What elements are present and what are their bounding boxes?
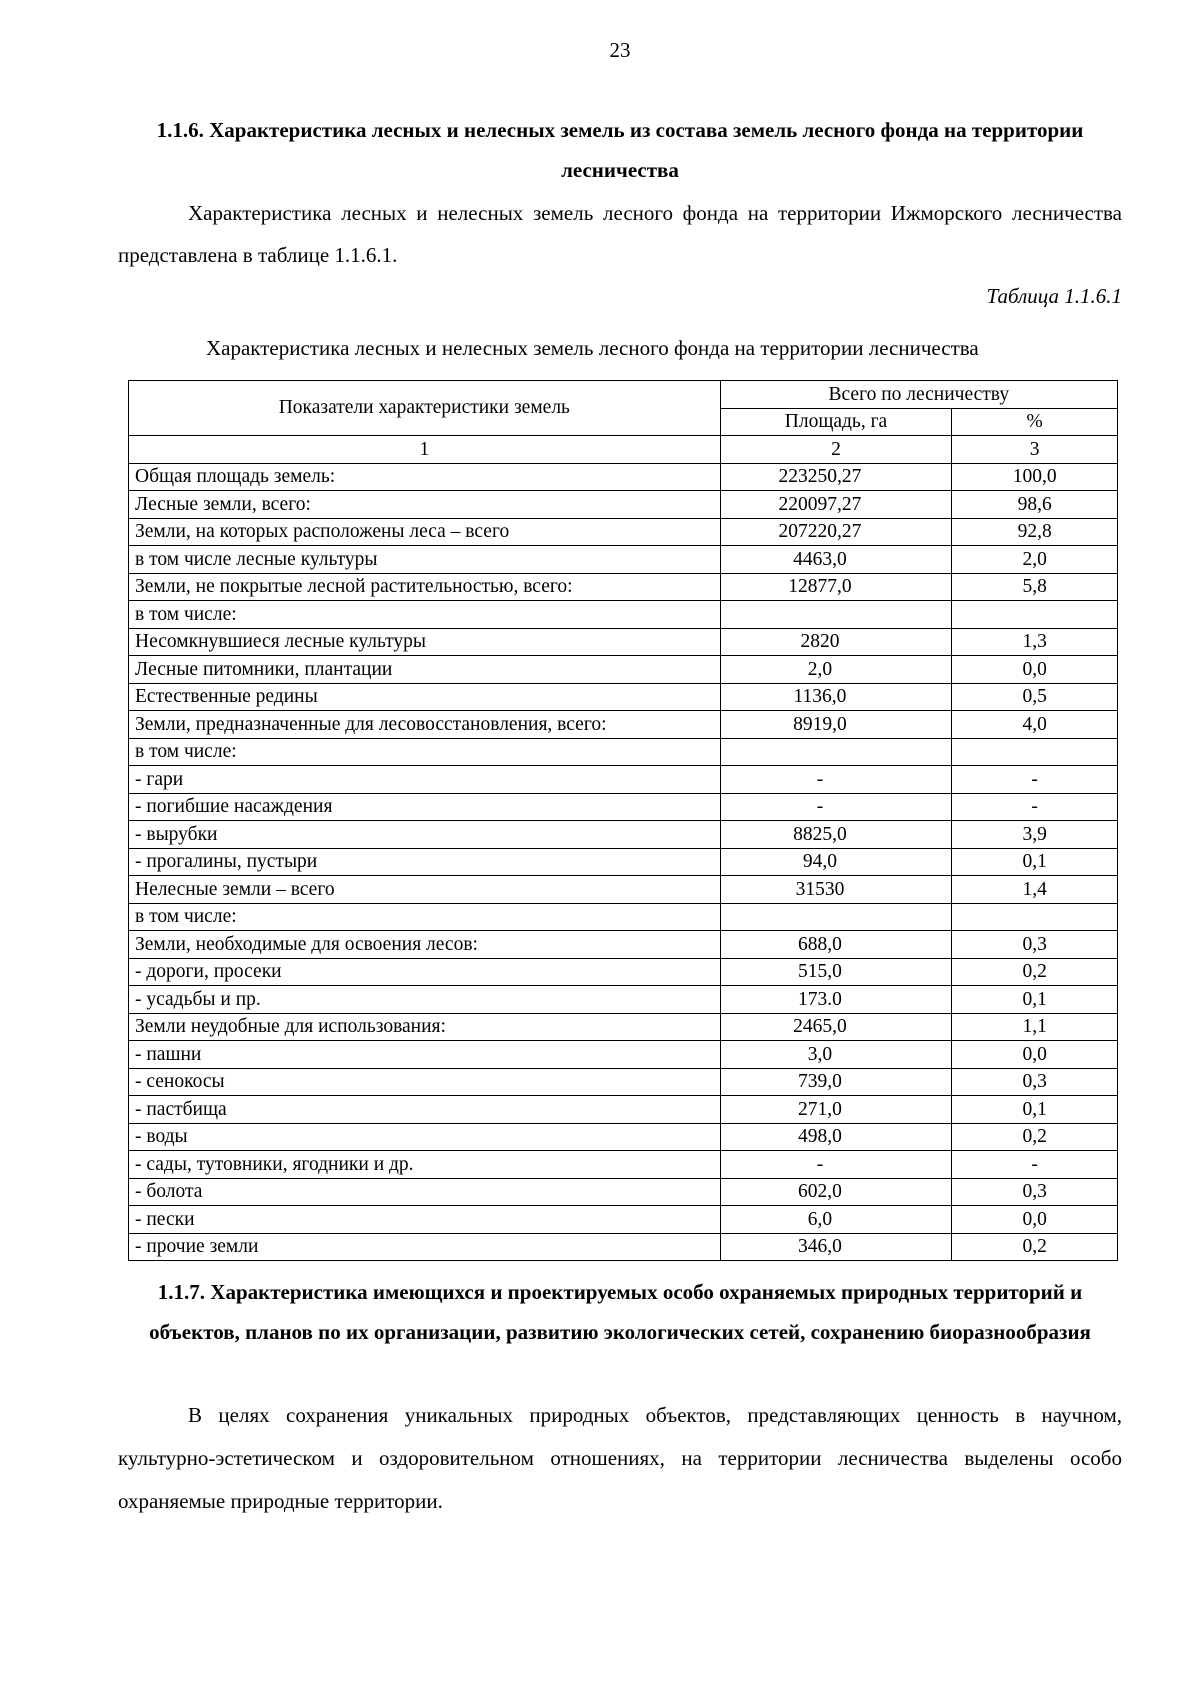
table-row [129,1123,1118,1151]
row-label: - усадьбы и пр. [129,986,721,1014]
col-number: 3 [952,436,1118,464]
table-row [129,876,1118,904]
row-label: - болота [129,1178,721,1206]
table-row [129,628,1118,656]
row-area: 688,0 [720,931,952,959]
col-number: 2 [720,436,952,464]
row-percent: 1,1 [952,1013,1118,1041]
row-area: 8825,0 [720,821,952,849]
table-row [129,683,1118,711]
row-label: - сенокосы [129,1068,721,1096]
row-percent: 100,0 [952,463,1118,491]
row-percent: 2,0 [952,546,1118,574]
row-percent: 0,0 [952,656,1118,684]
row-label: - пески [129,1206,721,1234]
row-label: Земли, не покрытые лесной растительностью, всего: [129,573,721,601]
header-area: Площадь, га [720,408,952,436]
row-label: Несомкнувшиеся лесные культуры [129,628,721,656]
row-area: 31530 [720,876,952,904]
row-area: 2,0 [720,656,952,684]
row-area: 223250,27 [720,463,952,491]
row-label: в том числе: [129,738,721,766]
row-area: - [720,1151,952,1179]
row-percent: 5,8 [952,573,1118,601]
row-percent [952,738,1118,766]
row-label: - пастбища [129,1096,721,1124]
table-label: Таблица 1.1.6.1 [986,284,1122,308]
row-percent: 0,2 [952,958,1118,986]
table-row [129,546,1118,574]
row-percent: 0,3 [952,1068,1118,1096]
column-number-row [129,436,1118,464]
row-area: 346,0 [720,1233,952,1261]
row-percent: 0,1 [952,986,1118,1014]
section-heading-1-1-6: 1.1.6. Характеристика лесных и нелесных земель из состава земель лесного фонда на территории лесничества [156,118,1084,182]
land-characteristics-table [128,380,1118,1261]
row-area: 8919,0 [720,711,952,739]
table-row [129,656,1118,684]
table-row [129,738,1118,766]
row-percent: 98,6 [952,491,1118,519]
row-area: 271,0 [720,1096,952,1124]
row-label: - гари [129,766,721,794]
table-row [129,1096,1118,1124]
table-row [129,931,1118,959]
row-label: Земли, на которых расположены леса – всего [129,518,721,546]
row-area: 2820 [720,628,952,656]
row-percent: 3,9 [952,821,1118,849]
row-percent: - [952,793,1118,821]
row-label: - сады, тутовники, ягодники и др. [129,1151,721,1179]
row-percent: 0,2 [952,1233,1118,1261]
table-row [129,1233,1118,1261]
section-paragraph-1-1-6: Характеристика лесных и нелесных земель лесного фонда на территории Ижморского лесничества представлена в таблице 1.1.6.1. [118,201,1122,267]
table-row [129,1068,1118,1096]
row-percent: 0,2 [952,1123,1118,1151]
row-label: - вырубки [129,821,721,849]
row-area: 739,0 [720,1068,952,1096]
table-row [129,1178,1118,1206]
row-area: 6,0 [720,1206,952,1234]
row-label: в том числе: [129,601,721,629]
row-percent: 0,0 [952,1041,1118,1069]
row-area: 94,0 [720,848,952,876]
row-percent: 0,1 [952,1096,1118,1124]
row-percent: 4,0 [952,711,1118,739]
row-percent: 92,8 [952,518,1118,546]
row-area: 602,0 [720,1178,952,1206]
table-row [129,573,1118,601]
table-row [129,601,1118,629]
section-paragraph-1-1-7: В целях сохранения уникальных природных объектов, представляющих ценность в научном, культурно-эстетическом и оздоровительном отношениях, на территории лесничества выделены особо охраняемые природные территории. [118,1403,1122,1513]
header-indicator: Показатели характеристики земель [129,381,721,436]
row-area [720,738,952,766]
row-percent: 0,3 [952,931,1118,959]
table-row [129,491,1118,519]
row-area: 1136,0 [720,683,952,711]
row-area: 12877,0 [720,573,952,601]
section-heading-1-1-7: 1.1.7. Характеристика имеющихся и проектируемых особо охраняемых природных территорий и объектов, планов по их организации, развитию экологических сетей, сохранению биоразнообразия [149,1280,1091,1344]
table-row [129,958,1118,986]
row-area: - [720,793,952,821]
row-label: Общая площадь земель: [129,463,721,491]
row-label: - прочие земли [129,1233,721,1261]
row-label: в том числе: [129,903,721,931]
row-area: 220097,27 [720,491,952,519]
row-percent: 1,3 [952,628,1118,656]
row-label: - погибшие насаждения [129,793,721,821]
table-caption: Характеристика лесных и нелесных земель лесного фонда на территории лесничества [206,336,979,360]
table-row [129,986,1118,1014]
row-label: - пашни [129,1041,721,1069]
row-percent [952,903,1118,931]
table-row [129,1151,1118,1179]
row-area: 515,0 [720,958,952,986]
row-percent: 1,4 [952,876,1118,904]
row-label: Лесные земли, всего: [129,491,721,519]
row-percent: - [952,766,1118,794]
row-percent: 0,0 [952,1206,1118,1234]
table-row [129,711,1118,739]
row-area: 498,0 [720,1123,952,1151]
row-label: Земли, необходимые для освоения лесов: [129,931,721,959]
header-percent: % [952,408,1118,436]
table-header-row [129,381,1118,409]
row-label: Естественные редины [129,683,721,711]
row-label: Нелесные земли – всего [129,876,721,904]
table-row [129,848,1118,876]
row-label: Земли, предназначенные для лесовосстановления, всего: [129,711,721,739]
row-percent [952,601,1118,629]
row-area: 207220,27 [720,518,952,546]
row-area: 173.0 [720,986,952,1014]
table-row [129,518,1118,546]
table-row [129,821,1118,849]
row-area: 2465,0 [720,1013,952,1041]
row-label: Лесные питомники, плантации [129,656,721,684]
header-group: Всего по лесничеству [720,381,1117,409]
col-number: 1 [129,436,721,464]
row-area: 4463,0 [720,546,952,574]
table-row [129,793,1118,821]
table-row [129,766,1118,794]
table-row [129,903,1118,931]
row-area: 3,0 [720,1041,952,1069]
row-area [720,601,952,629]
row-percent: 0,1 [952,848,1118,876]
row-label: - дороги, просеки [129,958,721,986]
row-percent: - [952,1151,1118,1179]
table-row [129,1041,1118,1069]
row-percent: 0,5 [952,683,1118,711]
row-label: Земли неудобные для использования: [129,1013,721,1041]
row-label: в том числе лесные культуры [129,546,721,574]
table-row [129,463,1118,491]
row-label: - воды [129,1123,721,1151]
row-label: - прогалины, пустыри [129,848,721,876]
page-number: 23 [609,38,631,62]
row-percent: 0,3 [952,1178,1118,1206]
table-row [129,1013,1118,1041]
row-area [720,903,952,931]
table-row [129,1206,1118,1234]
row-area: - [720,766,952,794]
